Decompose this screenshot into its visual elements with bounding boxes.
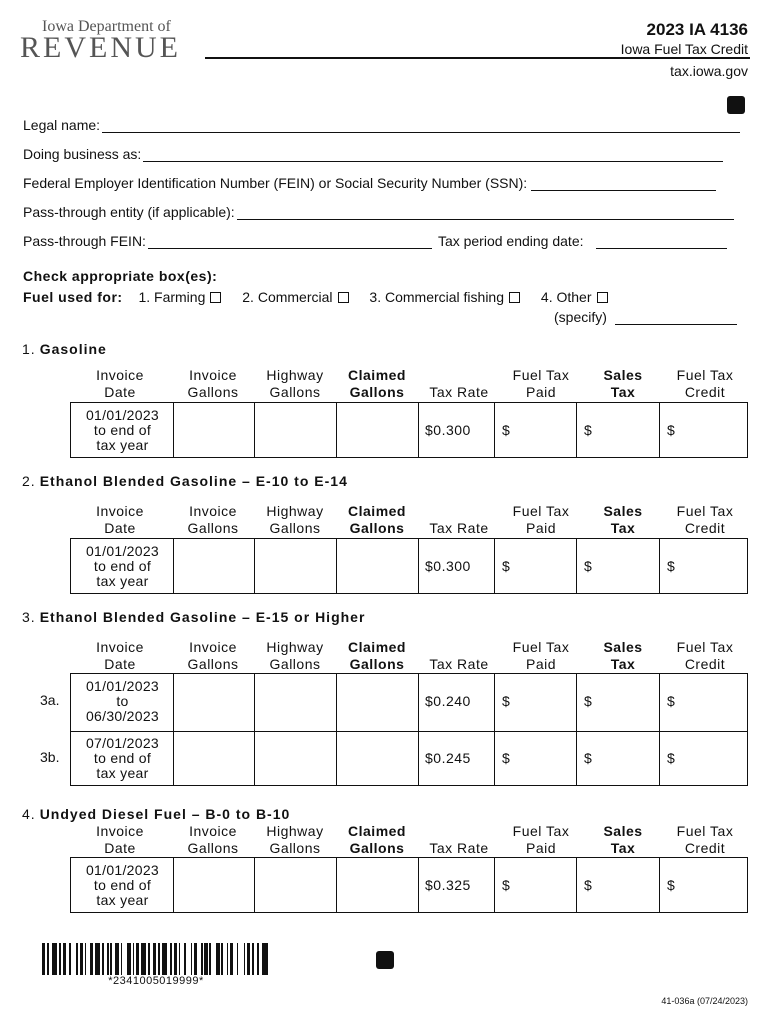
fuel-tax-paid-input[interactable]: $ [502, 422, 511, 439]
invoice-gallons-input[interactable] [174, 858, 254, 915]
invoice-gallons-input[interactable] [174, 731, 254, 788]
col-head-tax-rate: Tax Rate [429, 656, 489, 672]
col-head-line: Fuel Tax [512, 503, 570, 519]
col-head-line: Gallons [269, 840, 321, 856]
section-1-name: Gasoline [39, 341, 107, 357]
col-head-line: Fuel Tax [512, 639, 570, 655]
col-head-fuel-tax-credit [660, 367, 750, 401]
column-divider [659, 539, 660, 593]
sales-tax-input[interactable]: $ [584, 877, 593, 894]
fuel-tax-credit-input[interactable]: $ [667, 877, 676, 894]
col-head-invoice-gallons [168, 823, 258, 857]
specify-label: (specify) [554, 309, 607, 325]
option-commercial-fishing-label: 3. Commercial fishing [369, 289, 505, 305]
logo-main-text: REVENUE [20, 31, 181, 64]
tax-period-label: Tax period ending date: [437, 233, 584, 249]
sales-tax-input[interactable]: $ [584, 422, 593, 439]
col-head-line: Sales [603, 823, 643, 839]
section-1-title [22, 341, 107, 357]
section-4-num: 4. [22, 806, 36, 822]
invoice-date-cell [71, 544, 174, 589]
col-head-line: Gallons [187, 384, 239, 400]
commercial-fishing-checkbox[interactable] [509, 292, 520, 303]
invoice-date-line: tax year [96, 764, 149, 781]
col-head-line: Fuel Tax [676, 823, 734, 839]
col-head-claimed-gallons [332, 367, 422, 401]
col-head-line: Credit [684, 840, 726, 856]
col-head-line: Claimed [348, 639, 406, 655]
invoice-date-cell [71, 863, 174, 908]
claimed-gallons-input[interactable] [337, 674, 418, 731]
col-head-line: Tax [610, 656, 636, 672]
col-head-line: Invoice [96, 639, 144, 655]
pass-through-fein-label: Pass-through FEIN: [23, 233, 146, 249]
sales-tax-input[interactable]: $ [584, 749, 593, 766]
col-head-fuel-tax-credit [660, 503, 750, 537]
col-head-line: Paid [525, 840, 557, 856]
invoice-gallons-input[interactable] [174, 539, 254, 596]
sales-tax-input[interactable]: $ [584, 558, 593, 575]
col-head-line: Tax [610, 840, 636, 856]
claimed-gallons-input[interactable] [337, 858, 418, 915]
column-divider [659, 858, 660, 912]
section-4-title [22, 806, 290, 822]
option-commercial-label: 2. Commercial [242, 289, 333, 305]
invoice-date-cell [71, 736, 174, 781]
col-head-invoice-date [75, 639, 165, 673]
col-head-invoice-date [75, 367, 165, 401]
col-head-invoice-gallons [168, 639, 258, 673]
col-head-line: Invoice [189, 503, 237, 519]
col-head-line: Invoice [96, 823, 144, 839]
legal-name-input[interactable] [102, 118, 740, 133]
col-head-line: Gallons [269, 520, 321, 536]
commercial-checkbox[interactable] [338, 292, 349, 303]
claimed-gallons-input[interactable] [337, 403, 418, 460]
invoice-date-line: 01/01/2023 [85, 407, 160, 424]
fein-ssn-input[interactable] [531, 176, 716, 191]
form-code: 41-036a (07/24/2023) [661, 996, 748, 1006]
col-head-sales-tax [578, 503, 668, 537]
dba-input[interactable] [143, 147, 723, 162]
col-head-tax-rate: Tax Rate [429, 384, 489, 400]
pass-through-entity-label: Pass-through entity (if applicable): [23, 204, 235, 220]
fuel-tax-paid-input[interactable]: $ [502, 749, 511, 766]
column-divider [494, 674, 495, 785]
invoice-date-line: tax year [96, 892, 149, 909]
registration-mark-bottom [376, 951, 394, 969]
col-head-claimed-gallons [332, 823, 422, 857]
fuel-used-for-label: Fuel used for: [23, 289, 123, 305]
option-other-label: 4. Other [540, 289, 592, 305]
invoice-date-line: 07/01/2023 [85, 734, 160, 751]
col-head-line: Date [104, 520, 136, 536]
column-divider [494, 858, 495, 912]
invoice-date-line: to [116, 693, 129, 710]
invoice-date-line: to end of [93, 558, 152, 575]
section-2-num: 2. [22, 473, 36, 489]
col-head-line: Fuel Tax [512, 823, 570, 839]
fuel-tax-credit-input[interactable]: $ [667, 558, 676, 575]
claimed-gallons-input[interactable] [337, 731, 418, 788]
col-head-line: Tax [610, 384, 636, 400]
pass-through-fein-input[interactable] [148, 234, 432, 249]
farming-checkbox[interactable] [210, 292, 221, 303]
section-3-title [22, 609, 365, 625]
col-head-claimed-gallons [332, 503, 422, 537]
col-head-invoice-date [75, 503, 165, 537]
section-2-title [22, 473, 348, 489]
col-head-line: Invoice [189, 823, 237, 839]
invoice-date-line: 01/01/2023 [85, 543, 160, 560]
column-divider [576, 674, 577, 785]
col-head-line: Fuel Tax [512, 367, 570, 383]
col-head-sales-tax [578, 823, 668, 857]
registration-mark-top [727, 96, 745, 114]
tax-period-input[interactable] [596, 234, 727, 249]
option-commercial-fishing [369, 289, 520, 305]
section-1-num: 1. [22, 341, 36, 357]
section-1-table [70, 402, 748, 458]
col-head-invoice-date [75, 823, 165, 857]
barcode [42, 943, 270, 975]
col-head-line: Gallons [187, 656, 239, 672]
highway-gallons-input[interactable] [255, 858, 336, 915]
website: tax.iowa.gov [670, 63, 748, 79]
col-head-fuel-tax-paid [496, 367, 586, 401]
col-head-tax-rate: Tax Rate [429, 840, 489, 856]
col-head-fuel-tax-credit [660, 639, 750, 673]
col-head-line: Date [104, 656, 136, 672]
col-head-fuel-tax-paid [496, 503, 586, 537]
col-head-line: Date [104, 840, 136, 856]
highway-gallons-input[interactable] [255, 731, 336, 788]
section-3-num: 3. [22, 609, 36, 625]
col-head-line: Gallons [349, 840, 405, 856]
form-name: Iowa Fuel Tax Credit [620, 41, 748, 57]
invoice-date-line: tax year [96, 573, 149, 590]
section-3-name: Ethanol Blended Gasoline – E-15 or Higher [39, 609, 366, 625]
tax-rate-value: $0.300 [425, 558, 471, 575]
col-head-line: Paid [525, 384, 557, 400]
column-divider [576, 858, 577, 912]
invoice-date-line: to end of [93, 749, 152, 766]
legal-name-row [23, 117, 740, 133]
logo-top-text: Iowa Department of [42, 18, 171, 35]
barcode-number: *2341005019999* [108, 975, 204, 987]
fein-ssn-label: Federal Employer Identification Number (FEIN) or Social Security Number (SSN): [23, 175, 528, 191]
col-head-line: Fuel Tax [676, 503, 734, 519]
invoice-date-cell [71, 679, 174, 724]
option-other [541, 289, 608, 305]
col-head-fuel-tax-credit [660, 823, 750, 857]
col-head-sales-tax [578, 367, 668, 401]
highway-gallons-input[interactable] [255, 403, 336, 460]
invoice-date-line: 01/01/2023 [85, 678, 160, 695]
specify-row [554, 309, 737, 325]
col-head-line: Invoice [96, 367, 144, 383]
form-id: 2023 IA 4136 [646, 20, 748, 39]
option-commercial [242, 289, 348, 305]
column-divider [576, 403, 577, 457]
col-head-highway-gallons [250, 823, 340, 857]
invoice-gallons-input[interactable] [174, 403, 254, 460]
header-divider [205, 57, 750, 59]
option-farming [138, 289, 221, 305]
col-head-line: Credit [684, 656, 726, 672]
col-head-line: Paid [525, 520, 557, 536]
sales-tax-input[interactable]: $ [584, 693, 593, 710]
col-head-line: Gallons [349, 384, 405, 400]
fuel-tax-paid-input[interactable]: $ [502, 693, 511, 710]
col-head-line: Claimed [348, 823, 406, 839]
col-head-invoice-gallons [168, 367, 258, 401]
column-divider [418, 403, 419, 457]
col-head-line: Gallons [349, 656, 405, 672]
tax-rate-value: $0.300 [425, 422, 471, 439]
section-4-name: Undyed Diesel Fuel – B-0 to B-10 [39, 806, 291, 822]
barcode-bar [268, 943, 270, 975]
row-label-3a: 3a. [40, 692, 60, 709]
tax-rate-value: $0.245 [425, 749, 471, 766]
fuel-tax-paid-input[interactable]: $ [502, 558, 511, 575]
col-head-line: Invoice [189, 639, 237, 655]
column-divider [494, 403, 495, 457]
column-divider [418, 539, 419, 593]
col-head-highway-gallons [250, 367, 340, 401]
col-head-line: Highway [266, 367, 324, 383]
highway-gallons-input[interactable] [255, 674, 336, 731]
fein-ssn-row [23, 175, 716, 191]
dba-label: Doing business as: [23, 146, 142, 162]
pass-through-fein-row [23, 233, 727, 249]
section-3-table [70, 673, 748, 786]
fuel-tax-credit-input[interactable]: $ [667, 422, 676, 439]
col-head-line: Claimed [348, 367, 406, 383]
specify-input[interactable] [615, 310, 737, 325]
invoice-gallons-input[interactable] [174, 674, 254, 731]
col-head-line: Fuel Tax [676, 639, 734, 655]
claimed-gallons-input[interactable] [337, 539, 418, 596]
column-divider [659, 403, 660, 457]
pass-through-entity-row [23, 204, 734, 220]
col-head-tax-rate: Tax Rate [429, 520, 489, 536]
col-head-line: Sales [603, 639, 643, 655]
col-head-line: Highway [266, 503, 324, 519]
column-divider [576, 539, 577, 593]
col-head-line: Highway [266, 823, 324, 839]
legal-name-label: Legal name: [23, 117, 101, 133]
col-head-line: Gallons [269, 384, 321, 400]
col-head-sales-tax [578, 639, 668, 673]
col-head-line: Highway [266, 639, 324, 655]
col-head-line: Fuel Tax [676, 367, 734, 383]
fuel-use-row [23, 289, 625, 305]
col-head-line: Credit [684, 520, 726, 536]
col-head-line: Gallons [349, 520, 405, 536]
invoice-date-line: 06/30/2023 [85, 708, 160, 725]
col-head-line: Paid [525, 656, 557, 672]
tax-rate-value: $0.325 [425, 877, 471, 894]
invoice-date-line: to end of [93, 422, 152, 439]
col-head-line: Claimed [348, 503, 406, 519]
col-head-line: Credit [684, 384, 726, 400]
invoice-date-line: tax year [96, 437, 149, 454]
col-head-highway-gallons [250, 503, 340, 537]
section-2-table [70, 538, 748, 594]
column-divider [659, 674, 660, 785]
other-checkbox[interactable] [597, 292, 608, 303]
row-label-3b: 3b. [40, 748, 60, 765]
fuel-tax-credit-input[interactable]: $ [667, 693, 676, 710]
check-boxes-title: Check appropriate box(es): [23, 268, 218, 284]
col-head-fuel-tax-paid [496, 639, 586, 673]
fuel-tax-paid-input[interactable]: $ [502, 877, 511, 894]
col-head-fuel-tax-paid [496, 823, 586, 857]
tax-rate-value: $0.240 [425, 693, 471, 710]
col-head-line: Date [104, 384, 136, 400]
col-head-line: Invoice [189, 367, 237, 383]
invoice-date-cell [71, 408, 174, 453]
col-head-line: Sales [603, 503, 643, 519]
col-head-line: Gallons [187, 520, 239, 536]
column-divider [418, 674, 419, 785]
column-divider [418, 858, 419, 912]
col-head-line: Tax [610, 520, 636, 536]
pass-through-entity-input[interactable] [237, 205, 734, 220]
section-2-name: Ethanol Blended Gasoline – E-10 to E-14 [39, 473, 348, 489]
dba-row [23, 146, 723, 162]
option-farming-label: 1. Farming [138, 289, 206, 305]
col-head-line: Sales [603, 367, 643, 383]
column-divider [494, 539, 495, 593]
invoice-date-line: 01/01/2023 [85, 862, 160, 879]
col-head-highway-gallons [250, 639, 340, 673]
highway-gallons-input[interactable] [255, 539, 336, 596]
col-head-line: Gallons [269, 656, 321, 672]
col-head-line: Invoice [96, 503, 144, 519]
section-4-table [70, 857, 748, 913]
iowa-revenue-logo [20, 18, 190, 62]
col-head-claimed-gallons [332, 639, 422, 673]
col-head-line: Gallons [187, 840, 239, 856]
invoice-date-line: to end of [93, 877, 152, 894]
fuel-tax-credit-input[interactable]: $ [667, 749, 676, 766]
col-head-invoice-gallons [168, 503, 258, 537]
